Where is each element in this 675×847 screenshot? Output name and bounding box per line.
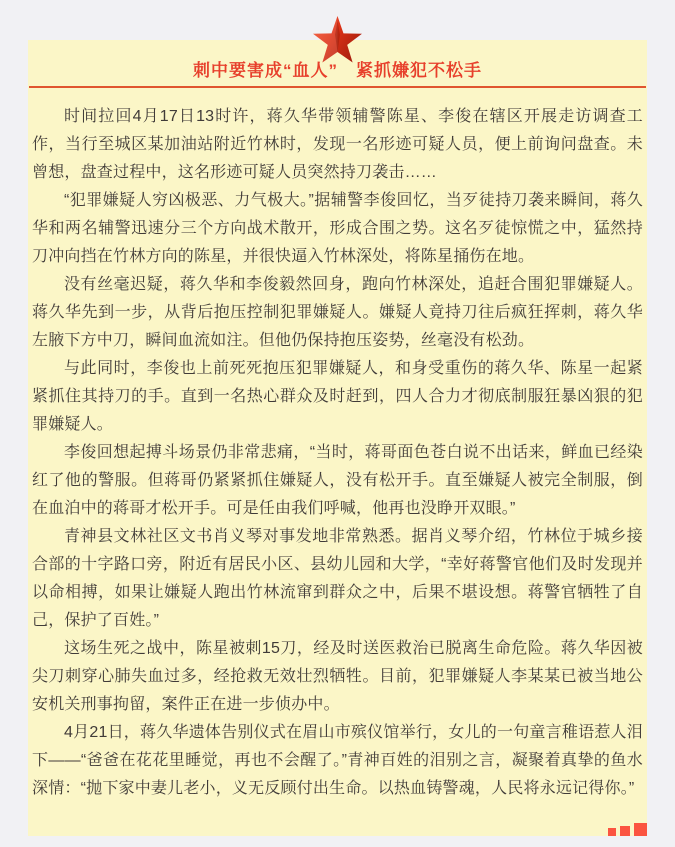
- paragraph: 没有丝毫迟疑，蒋久华和李俊毅然回身，跑向竹林深处，追赶合围犯罪嫌疑人。蒋久华先到一步，从背后抱压控制犯罪嫌疑人。嫌疑人竟持刀往后疯狂挥刺，蒋久华左腋下方中刀，瞬间血流如注。但他仍保持抱压姿势，丝毫没有松劲。: [32, 276, 643, 349]
- red-star-icon: [313, 16, 362, 63]
- corner-square-large: [634, 823, 647, 836]
- article-title: 刺中要害成“血人” 紧抓嫌犯不松手: [193, 61, 482, 80]
- corner-square-medium: [620, 826, 630, 836]
- article-body: [28, 88, 647, 803]
- paragraph: 青神县文林社区文书肖义琴对事发地非常熟悉。据肖义琴介绍，竹林位于城乡接合部的十字路口旁，附近有居民小区、县幼儿园和大学，“幸好蒋警官他们及时发现并以命相搏，如果让嫌疑人跑出竹林流窜到群众之中，后果不堪设想。蒋警官牺牲了自己，保护了百姓。”: [32, 528, 643, 629]
- paragraph: 这场生死之战中，陈星被刺15刀，经及时送医救治已脱离生命危险。蒋久华因被尖刀刺穿心肺失血过多，经抢救无效壮烈牺牲。目前，犯罪嫌疑人李某某已被当地公安机关刑事拘留，案件正在进一步侦办中。: [32, 640, 643, 713]
- corner-square-small: [608, 828, 616, 836]
- paragraph: “犯罪嫌疑人穷凶极恶、力气极大。”据辅警李俊回忆，当歹徒持刀袭来瞬间，蒋久华和两名辅警迅速分三个方向战术散开，形成合围之势。这名歹徒惊慌之中，猛然持刀冲向挡在竹林方向的陈星，并很快逼入竹林深处，将陈星捅伤在地。: [32, 192, 643, 265]
- corner-squares-decoration: [608, 823, 647, 836]
- paragraph: 4月21日，蒋久华遗体告别仪式在眉山市殡仪馆举行，女儿的一句童言稚语惹人泪下——“爸爸在花花里睡觉，再也不会醒了。”青神百姓的泪别之言，凝聚着真挚的鱼水深情：“抛下家中妻儿老小，义无反顾付出生命。以热血铸警魂，人民将永远记得你。”: [32, 724, 643, 797]
- paragraph: 时间拉回4月17日13时许，蒋久华带领辅警陈星、李俊在辖区开展走访调查工作，当行至城区某加油站附近竹林时，发现一名形迹可疑人员，便上前询问盘查。未曾想，盘查过程中，这名形迹可疑人员突然持刀袭击……: [32, 108, 643, 181]
- paragraph: 李俊回想起搏斗场景仍非常悲痛，“当时，蒋哥面色苍白说不出话来，鲜血已经染红了他的警服。但蒋哥仍紧紧抓住嫌疑人，没有松开手。直至嫌疑人被完全制服，倒在血泊中的蒋哥才松开手。可是任由我们呼喊，他再也没睁开双眼。”: [32, 444, 643, 517]
- paragraph: 与此同时，李俊也上前死死抱压犯罪嫌疑人，和身受重伤的蒋久华、陈星一起紧紧抓住其持刀的手。直到一名热心群众及时赶到，四人合力才彻底制服狂暴凶狠的犯罪嫌疑人。: [32, 360, 643, 433]
- article-card: [28, 40, 647, 836]
